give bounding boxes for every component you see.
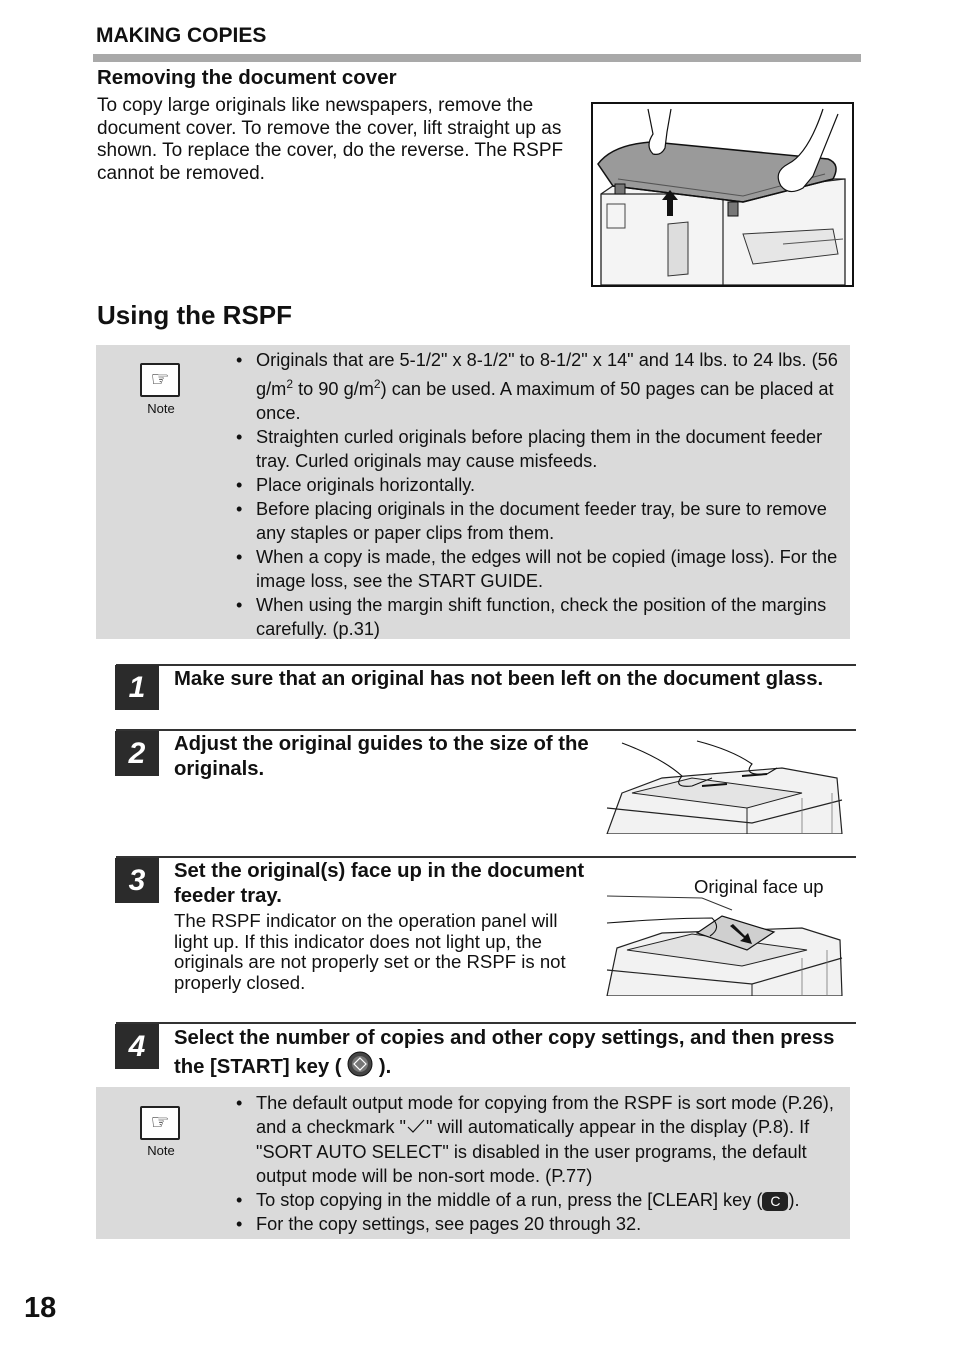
step-3-title: Set the original(s) face up in the document feeder tray. bbox=[174, 860, 585, 907]
rspf-section-title: Using the RSPF bbox=[97, 300, 293, 330]
step-divider bbox=[116, 1022, 856, 1024]
step-number: 3 bbox=[115, 858, 159, 903]
list-item: • To stop copying in the middle of a run, press the [CLEAR] key ( C ). bbox=[236, 1188, 848, 1212]
step-divider bbox=[116, 856, 856, 858]
list-item: • Straighten curled originals before placing them in the document feeder tray. Curled originals may cause misfeeds. bbox=[236, 425, 842, 473]
pointing-hand-icon: ☞ bbox=[140, 1106, 180, 1140]
step-divider bbox=[116, 664, 856, 666]
step-2-title: Adjust the original guides to the size of the originals. bbox=[174, 733, 589, 780]
list-item: • When using the margin shift function, check the position of the margins carefully. (p.31) bbox=[236, 593, 842, 641]
header-rule bbox=[93, 54, 861, 62]
cover-removal-illustration bbox=[591, 102, 854, 287]
note-list-1 bbox=[236, 348, 842, 641]
note-list-2 bbox=[236, 1091, 848, 1236]
step-number: 4 bbox=[115, 1024, 159, 1069]
list-item: • For the copy settings, see pages 20 through 32. bbox=[236, 1212, 848, 1236]
list-item: • Before placing originals in the document feeder tray, be sure to remove any staples or paper clips from them. bbox=[236, 497, 842, 545]
list-item: • Place originals horizontally. bbox=[236, 473, 842, 497]
list-item: • Originals that are 5-1/2" x 8-1/2" to 8-1/2" x 14" and 14 lbs. to 24 lbs. (56 $g/m^2$ to 90 $g/m^2$) can be used. A maximum of 50 pages can be placed at once. bbox=[236, 348, 842, 425]
step-1-title: Make sure that an original has not been left on the document glass. bbox=[174, 668, 824, 690]
step-number: 1 bbox=[115, 665, 159, 710]
note-label: Note bbox=[147, 401, 175, 416]
checkmark-icon bbox=[406, 1116, 426, 1140]
step-divider bbox=[116, 729, 856, 731]
cover-section-text: To copy large originals like newspapers, remove the document cover. To remove the cover, lift straight up as shown. To replace the cover, do the reverse. The RSPF cannot be removed. bbox=[97, 95, 564, 184]
list-item: • The default output mode for copying from the RSPF is sort mode (P.26), and a checkmark " " will automatically appear in the display (P.8). If "SORT AUTO SELECT" is disabled in the user programs, the default output mode will be non-sort mode. (P.77) bbox=[236, 1091, 848, 1188]
step-3-body: The RSPF indicator on the operation panel will light up. If this indicator does not light up, the originals are not properly set or the RSPF is not properly closed. bbox=[174, 910, 566, 993]
figure-caption: Original face up bbox=[694, 876, 824, 897]
list-item: • When a copy is made, the edges will not be copied (image loss). For the image loss, see the START GUIDE. bbox=[236, 545, 842, 593]
page-number: 18 bbox=[24, 1292, 57, 1324]
cover-section-title: Removing the document cover bbox=[97, 66, 397, 89]
pointing-hand-icon: ☞ bbox=[140, 363, 180, 397]
original-face-up-illustration bbox=[602, 888, 844, 996]
start-key-icon bbox=[347, 1051, 373, 1084]
step-4-title: Select the number of copies and other copy settings, and then press the [START] key ( ). bbox=[174, 1026, 854, 1084]
note-label: Note bbox=[147, 1143, 175, 1158]
step-number: 2 bbox=[115, 731, 159, 776]
guide-adjust-illustration bbox=[602, 738, 844, 834]
section-label: MAKING COPIES bbox=[96, 24, 267, 47]
clear-key-icon: C bbox=[762, 1192, 788, 1211]
